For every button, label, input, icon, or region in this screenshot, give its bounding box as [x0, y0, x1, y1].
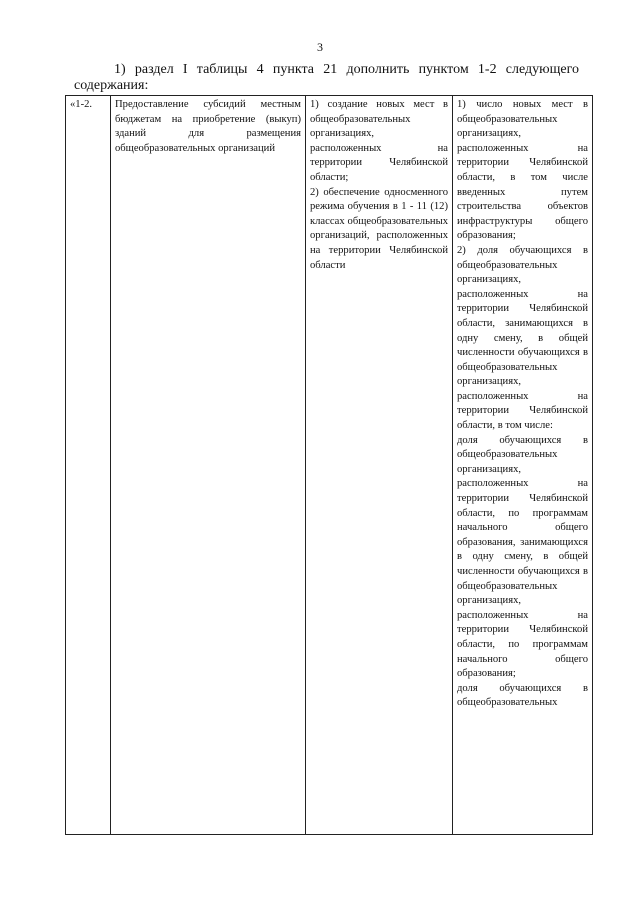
intro-paragraph: 1) раздел I таблицы 4 пункта 21 дополнить пунктом 1-2 следующего содержания: [74, 62, 579, 93]
objectives-cell: 1) создание новых мест в общеобразовательных организациях, расположенных на территории Челябинской области; 2) обеспечение односменного режима обучения в 1 - 11 (12) классах общеобразовательных организаций, расположенных на территории Челябинской области [306, 96, 453, 835]
indicators-cell: 1) число новых мест в общеобразовательных организациях, расположенных на территории Челябинской области, в том числе введенных путем строительства объектов инфраструктуры общего образования; 2) доля обучающихся в общеобразовательных организациях, расположенных на территории Челябинской области, занимающихся в одну смену, в общей численности обучающихся в общеобразовательных организациях, расположенных на территории Челябинской области, в том числе: доля обучающихся в общеобразовательных организациях, расположенных на территории Челябинской области, по программам начального общего образования, занимающихся в одну смену, в общей численности обучающихся в общеобразовательных организациях, расположенных на территории Челябинской области, по программам начального общего образования; доля обучающихся в общеобразовательных [453, 96, 593, 835]
item-number-cell: «1-2. [66, 96, 111, 835]
page-number: 3 [317, 40, 323, 54]
measure-cell: Предоставление субсидий местным бюджетам на приобретение (выкуп) зданий для размещения общеобразовательных организаций [111, 96, 306, 835]
amendment-table [65, 95, 593, 835]
table-row [66, 96, 593, 835]
